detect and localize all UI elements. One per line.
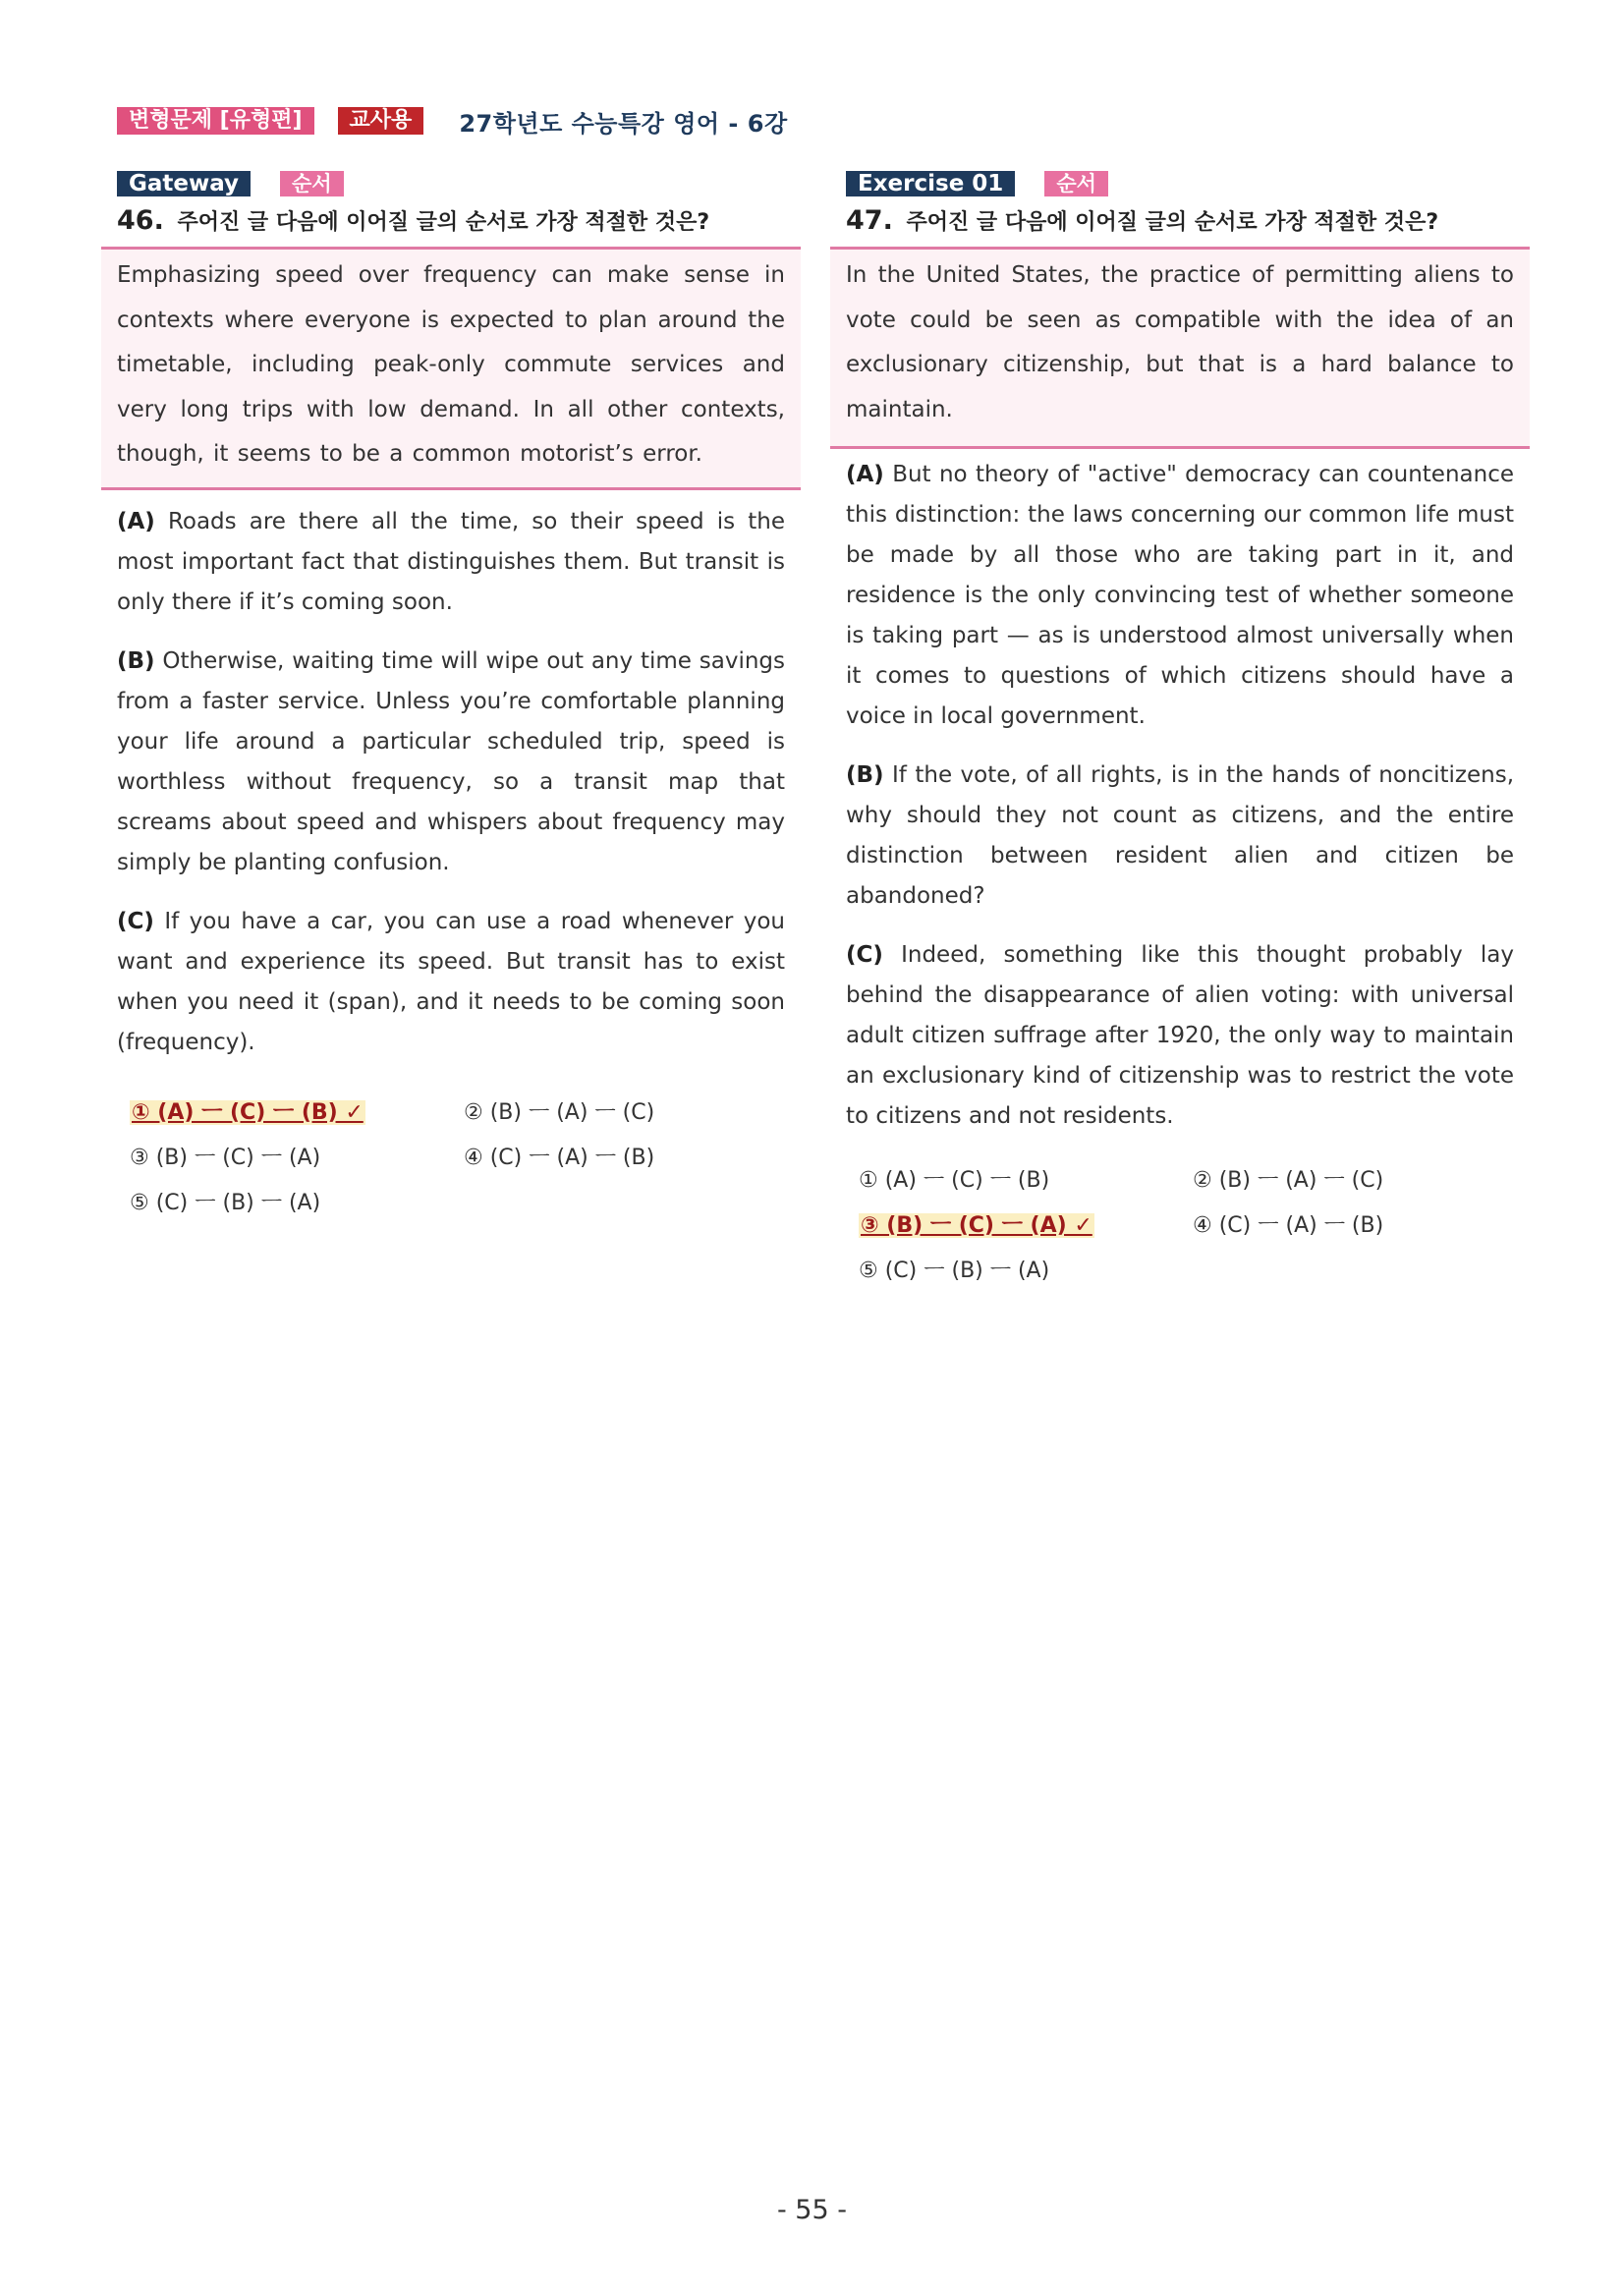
question-labels [846, 170, 1530, 197]
paragraph-c [117, 902, 785, 1063]
paragraph-a [846, 455, 1514, 737]
paragraph-text: If the vote, of all rights, is in the hands of noncitizens, why should they not count as citizens, and the entire distinction between resident alien and citizen be abandoned? [846, 762, 1514, 909]
intro-text: Emphasizing speed over frequency can make sense in contexts where everyone is expected to plan around the timetable, including peak-only commute services and very long trips with low demand. In all other contexts, though, it seems to be a common motorist’s error. [117, 262, 785, 467]
paragraph-text: But no theory of "active" democracy can countenance this distinction: the laws concerning our common life must be made by all those who are taking part in it, and residence is the only convincing test of whether someone is taking part — as is understood almost universally when it comes to questions of which citizens should have a voice in local government. [846, 462, 1514, 729]
question-title [117, 203, 801, 239]
paragraph-text: Otherwise, waiting time will wipe out any time savings from a faster service. Unless you’re comfortable planning your life around a particular scheduled trip, speed is worthless without frequency, so a transit map that screams about speed and whispers about frequency may simply be planting confusion. [117, 647, 785, 875]
choice-2[interactable]: ② (B) ㅡ (A) ㅡ (C) [464, 1099, 655, 1125]
paragraph-b [117, 642, 785, 883]
paragraph-a [117, 502, 785, 623]
type-tag: 변형문제 [유형편] [117, 107, 314, 135]
answer-choices [859, 1158, 1530, 1294]
question-number: 47. [846, 205, 893, 236]
question-46 [101, 170, 801, 1226]
page-number: - 55 - [776, 2195, 847, 2225]
choice-4[interactable]: ④ (C) ㅡ (A) ㅡ (B) [1193, 1213, 1384, 1238]
type-label: 순서 [280, 171, 344, 196]
question-labels [117, 170, 801, 197]
intro-box [101, 247, 801, 490]
teacher-tag: 교사용 [338, 107, 424, 135]
intro-text: In the United States, the practice of permitting aliens to vote could be seen as compatible with the idea of an exclusionary citizenship, but that is a hard balance to maintain. [846, 262, 1514, 422]
paragraph-marker: (C) [846, 942, 883, 968]
choice-5[interactable]: ⑤ (C) ㅡ (B) ㅡ (A) [130, 1190, 321, 1215]
question-47 [830, 170, 1530, 1294]
question-title [846, 203, 1530, 239]
choice-5[interactable]: ⑤ (C) ㅡ (B) ㅡ (A) [859, 1259, 1050, 1283]
question-text: 주어진 글 다음에 이어질 글의 순서로 가장 적절한 것은? [177, 210, 710, 235]
paragraph-marker: (B) [117, 647, 155, 674]
choice-2[interactable]: ② (B) ㅡ (A) ㅡ (C) [1193, 1168, 1384, 1193]
paragraph-b [846, 756, 1514, 917]
question-number: 46. [117, 205, 164, 236]
paragraph-c [846, 935, 1514, 1137]
choice-1[interactable]: ① (A) ㅡ (C) ㅡ (B) [859, 1168, 1050, 1193]
type-label: 순서 [1044, 171, 1108, 196]
passage [117, 502, 785, 1063]
passage [846, 455, 1514, 1137]
paragraph-marker: (A) [846, 462, 884, 487]
paragraph-text: If you have a car, you can use a road whenever you want and experience its speed. But transit has to exist when you need it (span), and it needs to be coming soon (frequency). [117, 908, 785, 1055]
paragraph-text: Roads are there all the time, so their speed is the most important fact that distinguishes them. But transit is only there if it’s coming soon. [117, 508, 785, 615]
section-label: Exercise 01 [846, 171, 1015, 196]
section-label: Gateway [117, 171, 251, 196]
choice-1[interactable]: ① (A) ㅡ (C) ㅡ (B) ✓ [132, 1099, 364, 1125]
paragraph-marker: (B) [846, 762, 884, 788]
choice-3[interactable]: ③ (B) ㅡ (C) ㅡ (A) ✓ [861, 1213, 1092, 1238]
paragraph-marker: (C) [117, 908, 154, 934]
intro-box [830, 247, 1530, 449]
page-title: 27학년도 수능특강 영어 - 6강 [459, 109, 788, 138]
paragraph-marker: (A) [117, 508, 155, 534]
choice-4[interactable]: ④ (C) ㅡ (A) ㅡ (B) [464, 1145, 655, 1170]
choice-3[interactable]: ③ (B) ㅡ (C) ㅡ (A) [130, 1145, 321, 1170]
answer-choices [130, 1091, 801, 1226]
page-header [117, 106, 788, 136]
paragraph-text: Indeed, something like this thought probably lay behind the disappearance of alien voting: with universal adult citizen suffrage after 1920, the only way to maintain an exclusionary kind of citizenship was to restrict the vote to citizens and not residents. [846, 942, 1514, 1129]
question-text: 주어진 글 다음에 이어질 글의 순서로 가장 적절한 것은? [906, 210, 1439, 235]
